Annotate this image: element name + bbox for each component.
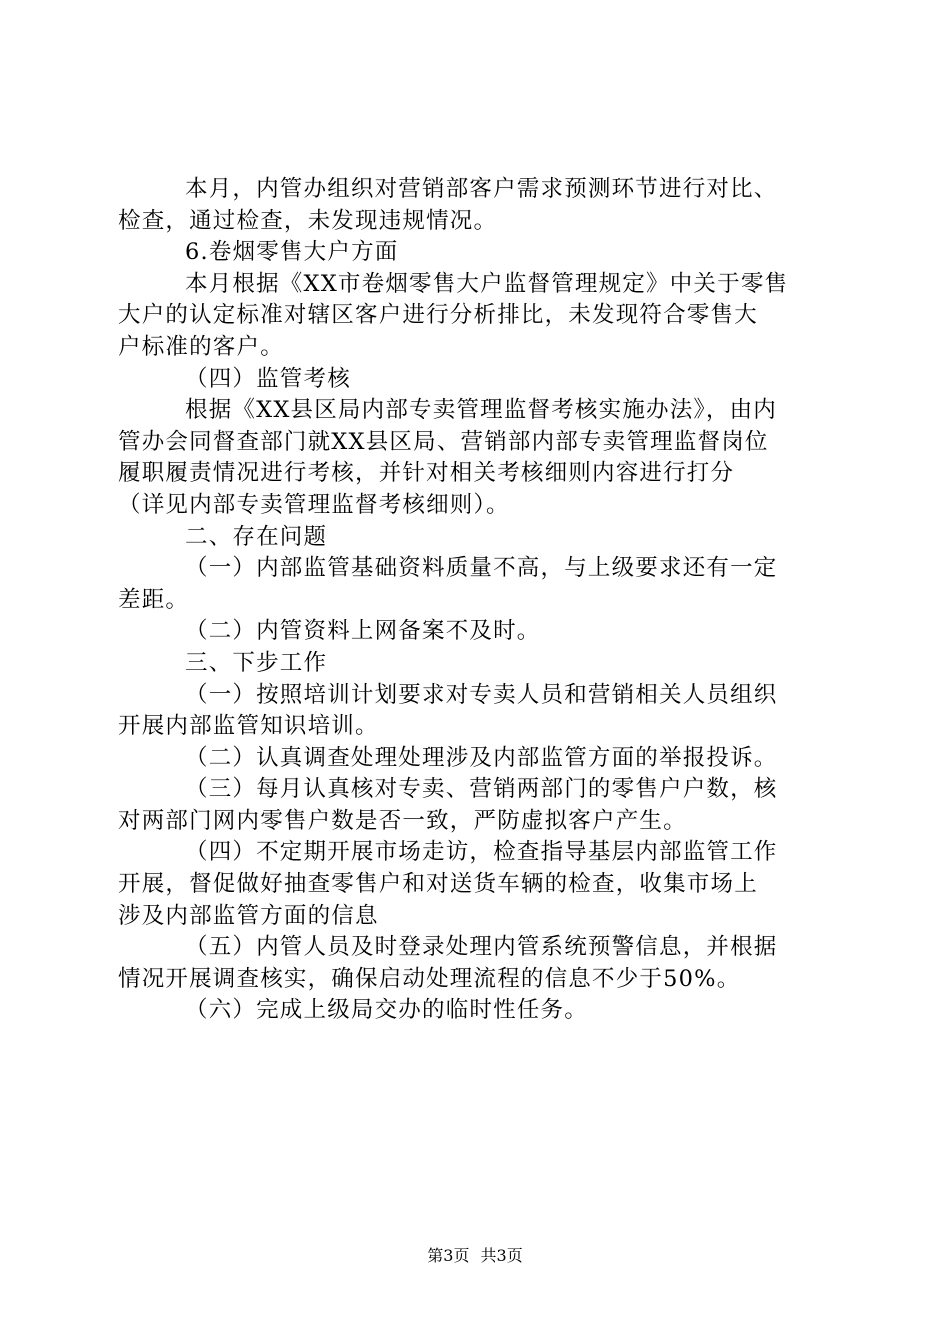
text-line: 三、下步工作 (185, 649, 328, 676)
text-line: 检查，通过检查，未发现违规情况。 (118, 207, 498, 234)
text-line: 大户的认定标准对辖区客户进行分析排比，未发现符合零售大 (118, 302, 758, 329)
text-line: （四）监管考核 (185, 365, 351, 392)
text-line: 二、存在问题 (185, 523, 328, 550)
text-line: （二）认真调查处理处理涉及内部监管方面的举报投诉。 (185, 744, 778, 771)
page-number-current: 第3页 (427, 1246, 470, 1265)
page-footer (0, 1246, 950, 1266)
text-line: （五）内管人员及时登录处理内管系统预警信息，并根据 (185, 934, 778, 961)
text-line: 本月根据《XX市卷烟零售大户监督管理规定》中关于零售 (185, 270, 789, 297)
text-line: 涉及内部监管方面的信息 (118, 902, 379, 929)
text-line: 对两部门网内零售户数是否一致，严防虚拟客户产生。 (118, 807, 687, 834)
text-line: 本月，内管办组织对营销部客户需求预测环节进行对比、 (185, 176, 778, 202)
text-line: （二）内管资料上网备案不及时。 (185, 618, 541, 645)
text-line: （四）不定期开展市场走访，检查指导基层内部监管工作 (185, 839, 778, 866)
text-line: 差距。 (118, 586, 190, 613)
text-line: 开展内部监管知识培训。 (118, 713, 379, 740)
text-line: 履职履责情况进行考核，并针对相关考核细则内容进行打分 (118, 460, 735, 487)
text-line: （详见内部专卖管理监督考核细则）。 (118, 491, 510, 518)
text-line: 6.卷烟零售大户方面 (185, 239, 399, 266)
page-number-total: 共3页 (480, 1246, 523, 1265)
text-line: 户标准的客户。 (118, 333, 284, 360)
text-line: 情况开展调查核实，确保启动处理流程的信息不少于50%。 (118, 965, 741, 992)
text-line: 管办会同督查部门就XX县区局、营销部内部专卖管理监督岗位 (118, 428, 769, 455)
text-line: 根据《XX县区局内部专卖管理监督考核实施办法》，由内 (185, 397, 777, 424)
document-body (118, 174, 830, 1027)
text-line: （三）每月认真核对专卖、营销两部门的零售户户数，核 (185, 776, 778, 803)
text-line: （六）完成上级局交办的临时性任务。 (185, 997, 588, 1024)
text-line: 开展，督促做好抽查零售户和对送货车辆的检查，收集市场上 (118, 871, 758, 898)
text-line: （一）按照培训计划要求对专卖人员和营销相关人员组织 (185, 681, 778, 708)
text-line: （一）内部监管基础资料质量不高，与上级要求还有一定 (185, 555, 778, 582)
